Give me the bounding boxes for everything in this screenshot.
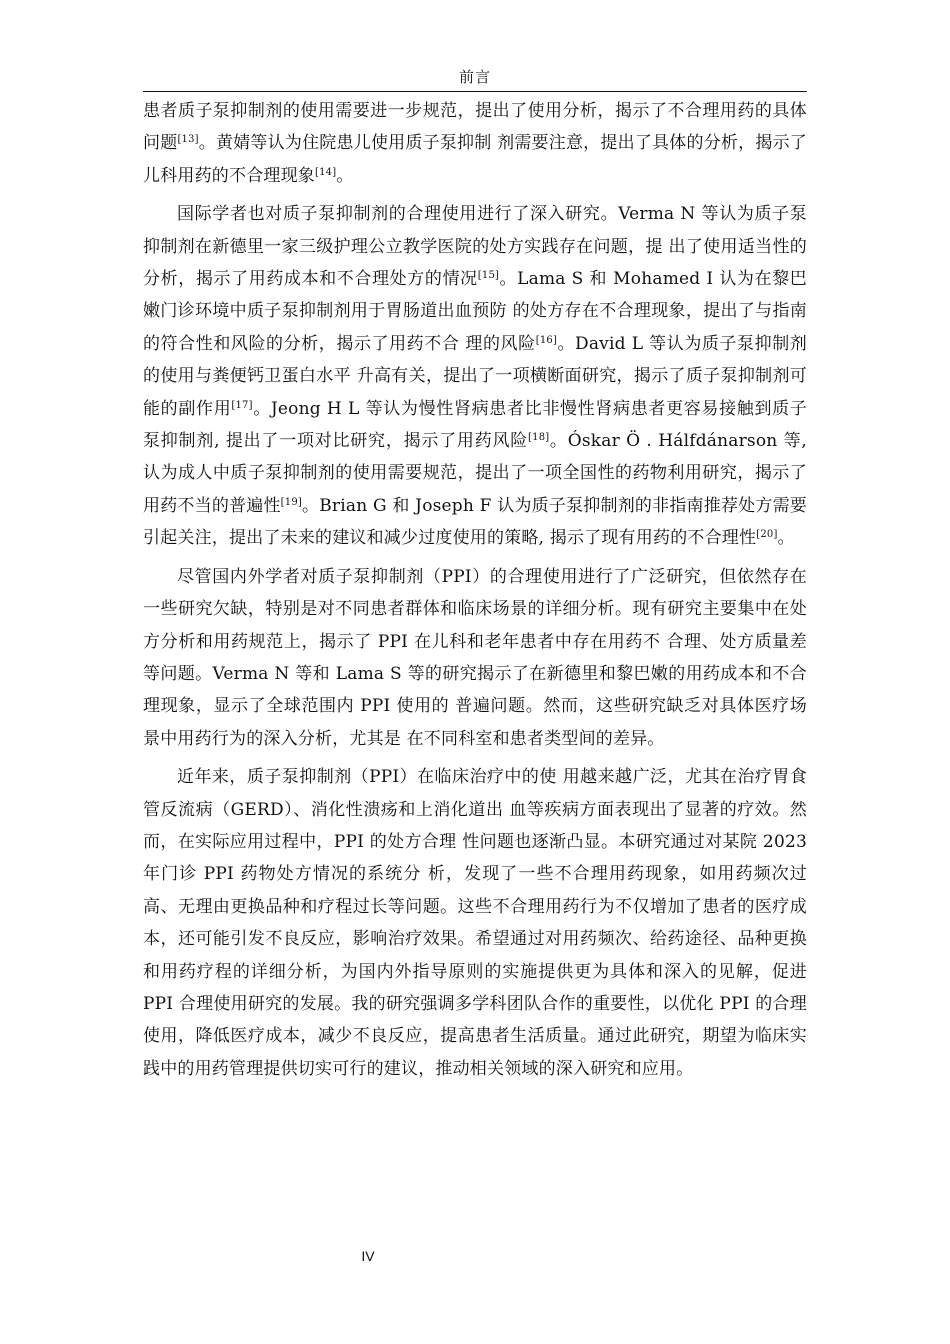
citation-ref: [20] (756, 529, 778, 541)
paragraph-2 (143, 198, 807, 554)
citation-ref: [18] (528, 432, 550, 444)
paragraph-3 (143, 561, 807, 755)
body-text (143, 95, 807, 1091)
text-run: 。Brian G 和 Joseph F 认为质子泵抑制剂的非指南推荐处方需要引起关注，提出了未来的建议和减少过度使用的策略, 揭示了现有用药的不合理性 (143, 495, 807, 549)
citation-ref: [16] (535, 334, 558, 346)
header-divider (143, 91, 807, 92)
citation-ref: [15] (477, 270, 500, 282)
text-run: 近年来，质子泵抑制剂（PPI）在临床治疗中的使 用越来越广泛，尤其在治疗胃食管反流病（GERD）、消化性溃疡和上消化道出 血等疾病方面表现出了显著的疗效。然而，在实际应用过程中，PPI 的处方合理 性问题也逐渐凸显。本研究通过对某院 2023 年门诊 PPI 药物处方情况的系统分 析，发现了一些不合理用药现象，如用药频次过高、无理由更换品种和疗程过长等问题。这些不合理用药行为不仅增加了患者的医疗成本，还可能引发不良反应，影响治疗效果。希望通过对用药频次、给药途径、品种更换和用药疗程的详细分析，为国内外指导原则的实施提供更为具体和深入的见解，促进 PPI 合理使用研究的发展。我的研究强调多学科团队合作的重要性，以优化 PPI 的合理使用，降低医疗成本，减少不良反应，提高患者生活质量。通过此研究，期望为临床实践中的用药管理提供切实可行的建议，推动相关领域的深入研究和应用。 (143, 767, 807, 1079)
text-run: 。Lama S 和 Mohamed I 认为在黎巴嫩门诊环境中质子泵抑制剂用于胃肠道出血预防 的处方存在不合理现象，提出了与指南的符合性和风险的分析，揭示了用药不合 理的风险 (143, 269, 807, 354)
text-run: 患者质子泵抑制剂的使用需要进一步规范，提出了使用分析，揭示了不合理用药的具体问题 (143, 101, 807, 154)
paragraph-4 (143, 761, 807, 1085)
text-run: 。黄婧等认为住院患儿使用质子泵抑制 剂需要注意，提出了具体的分析，揭示了儿科用药的不合理现象 (143, 133, 807, 186)
text-run: 。 (336, 165, 354, 186)
text-run: 。David L 等认为质子泵抑制剂的使用与粪便钙卫蛋白水平 升高有关，提出了一项横断面研究，揭示了质子泵抑制剂可能的副作用 (143, 333, 807, 419)
text-run: 。 (777, 528, 795, 549)
citation-ref: [17] (231, 399, 253, 411)
citation-ref: [14] (315, 166, 337, 178)
page-header-title: 前言 (458, 68, 491, 86)
text-run: 尽管国内外学者对质子泵抑制剂（PPI）的合理使用进行了广泛研究，但依然存在一些研究欠缺，特别是对不同患者群体和临床场景的详细分析。现有研究主要集中在处方分析和用药规范上，揭示了 PPI 在儿科和老年患者中存在用药不 合理、处方质量差等问题。Verma N 等和 Lama S 等的研究揭示了在新德里和黎巴嫩的用药成本和不合理现象，显示了全球范围内 PPI 使用的 普遍问题。然而，这些研究缺乏对具体医疗场景中用药行为的深入分析，尤其是 在不同科室和患者类型间的差异。 (143, 566, 807, 749)
citation-ref: [19] (280, 496, 302, 508)
text-run: 。Óskar Ö . Hálfdánarson 等, 认为成人中质子泵抑制剂的使用需要规范，提出了一项全国性的药物利用研究，揭示了用药不当的普遍性 (143, 431, 807, 516)
citation-ref: [13] (177, 134, 199, 146)
text-run: 。Jeong H L 等认为慢性肾病患者比非慢性肾病患者更容易接触到质子泵抑制剂, 提出了一项对比研究，揭示了用药风险 (143, 398, 808, 452)
page-number: IV (361, 1248, 375, 1264)
paragraph-1 (143, 95, 807, 192)
text-run: 国际学者也对质子泵抑制剂的合理使用进行了深入研究。Verma N 等认为质子泵抑制剂在新德里一家三级护理公立教学医院的处方实践存在问题，提 出了使用适当性的分析，揭示了用药成本和不合理处方的情况 (143, 204, 807, 290)
